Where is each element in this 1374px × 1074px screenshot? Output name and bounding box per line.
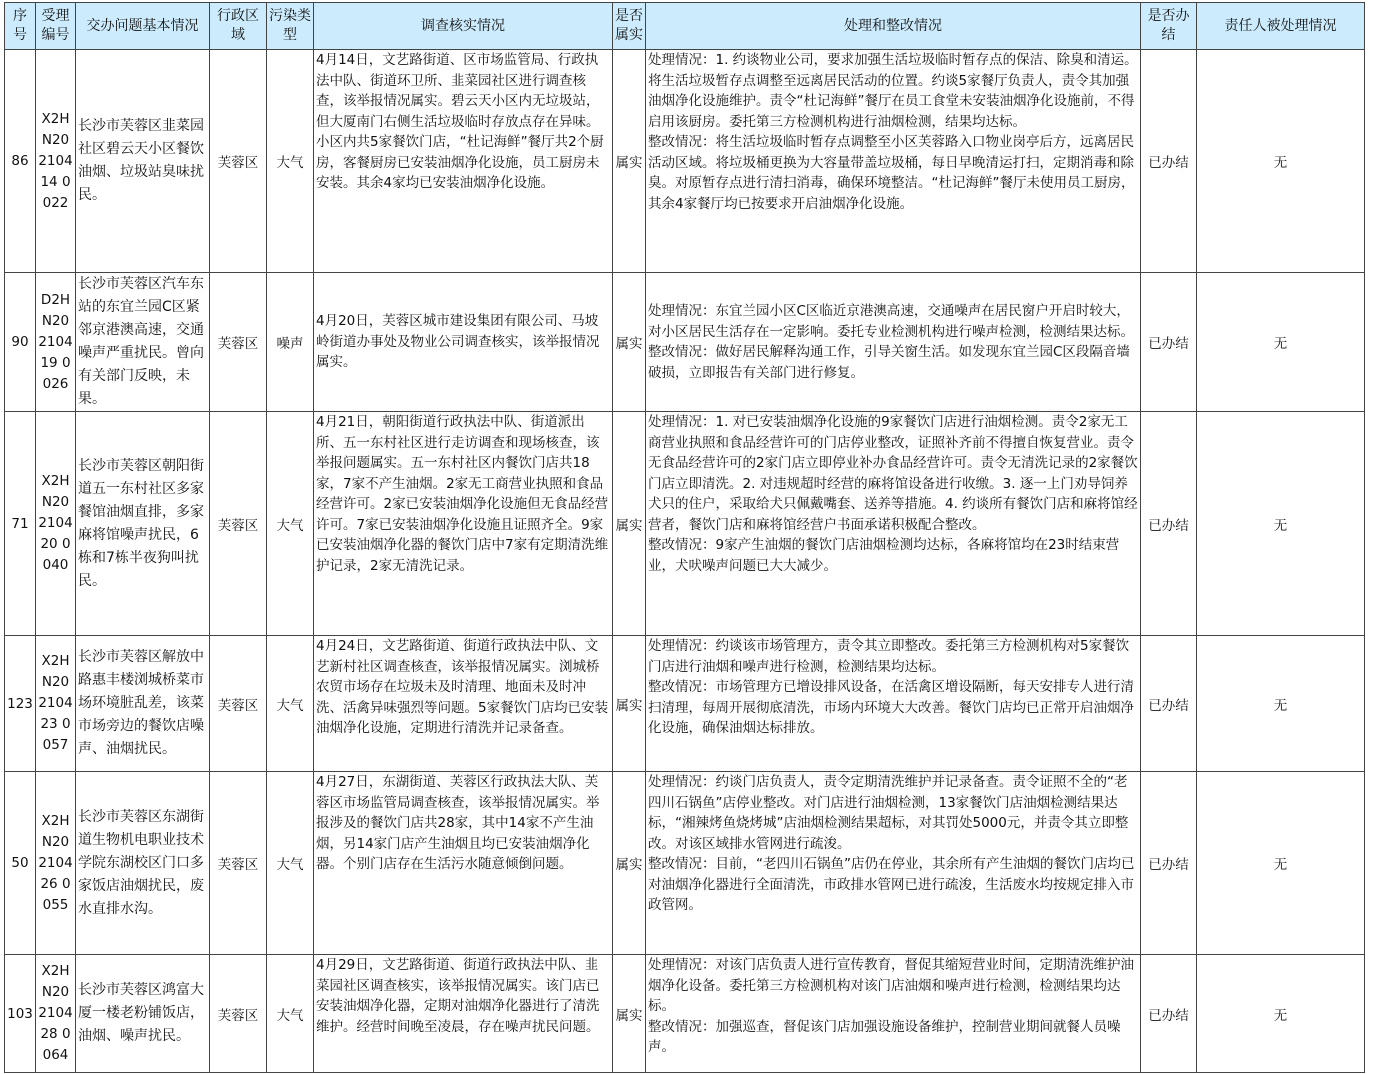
cell-investigation: 4月27日，东湖街道、芙蓉区行政执法大队、芙蓉区市场监管局调查核查，该举报情况属实。举报涉及的餐饮门店共28家，其中14家不产生油烟，另14家门店产生油烟且均已安装油烟净化器。个别门店存在生活污水随意倾倒问题。 — [314, 772, 613, 955]
header-verified: 是否属实 — [613, 3, 646, 50]
cell-problem: 长沙市芙蓉区东湖街道生物机电职业技术学院东湖校区门口多家饭店油烟扰民，废水直排水沟。 — [76, 772, 210, 955]
cell-investigation: 4月21日，朝阳街道行政执法中队、街道派出所、五一东村社区进行走访调查和现场核查，该举报问题属实。五一东村社区内餐饮门店共18家，7家不产生油烟。2家无工商营业执照和食品经营许可。2家已安装油烟净化设施但无食品经营许可。7家已安装油烟净化设施且证照齐全。9家已安装油烟净化器的餐饮门店中7家有定期清洗维护记录，2家无清洗记录。 — [314, 412, 613, 636]
header-accountability: 责任人被处理情况 — [1197, 3, 1365, 50]
handling-text: 处理情况：对该门店负责人进行宣传教育，督促其缩短营业时间，定期清洗维护油烟净化设备。委托第三方检测机构对该门店油烟和噪声进行检测，检测结果均达标。 — [648, 957, 1134, 1014]
table-row — [5, 636, 1365, 772]
cell-seq: 90 — [5, 273, 36, 412]
rectification-text: 整改情况：将生活垃圾临时暂存点调整至小区芙蓉路入口物业岗亭后方，远离居民活动区域。将垃圾桶更换为大容量带盖垃圾桶，每日早晚清运打扫，定期消毒和除臭。对原暂存点进行清扫消毒，确保环境整洁。“杜记海鲜”餐厅未使用员工厨房，其余4家餐厅均已按要求开启油烟净化设施。 — [648, 134, 1135, 212]
cell-id: X2HN20210428 0064 — [36, 955, 76, 1073]
cell-seq: 50 — [5, 772, 36, 955]
handling-text: 处理情况：约谈门店负责人，责令定期清洗维护并记录备查。责令证照不全的“老四川石锅鱼”店停业整改。对门店进行油烟检测，13家餐饮门店油烟检测结果达标，“湘辣烤鱼烧烤城”店油烟检测结果超标，对其罚处5000元，并责令其立即整改。对该区域排水管网进行疏浚。 — [648, 774, 1129, 852]
header-id: 受理编号 — [36, 3, 76, 50]
cell-accountability: 无 — [1197, 273, 1365, 412]
rectification-text: 整改情况：目前，“老四川石锅鱼”店仍在停业，其余所有产生油烟的餐饮门店均已对油烟净化器进行全面清洗，市政排水管网已进行疏浚，生活废水均按规定排入市政管网。 — [648, 856, 1135, 913]
cell-id: X2HN20210426 0055 — [36, 772, 76, 955]
header-type: 污染类型 — [267, 3, 314, 50]
cell-handling — [646, 412, 1141, 636]
cell-handling — [646, 636, 1141, 772]
cell-region: 芙蓉区 — [210, 273, 267, 412]
cell-type: 大气 — [267, 412, 314, 636]
cell-problem: 长沙市芙蓉区朝阳街道五一东村社区多家餐馆油烟直排，多家麻将馆噪声扰民，6栋和7栋半夜狗叫扰民。 — [76, 412, 210, 636]
cell-accountability: 无 — [1197, 772, 1365, 955]
header-investigation: 调查核实情况 — [314, 3, 613, 50]
cell-verified: 属实 — [613, 636, 646, 772]
cell-type: 大气 — [267, 636, 314, 772]
cell-accountability: 无 — [1197, 955, 1365, 1073]
rectification-text: 整改情况：9家产生油烟的餐饮门店油烟检测均达标，各麻将馆均在23时结束营业，犬吠噪声问题已大大减少。 — [648, 537, 1120, 574]
cell-region: 芙蓉区 — [210, 955, 267, 1073]
rectification-text: 整改情况：做好居民解释沟通工作，引导关窗生活。如发现东宜兰园C区段隔音墙破损，立即报告有关部门进行修复。 — [648, 344, 1130, 381]
cell-closed: 已办结 — [1141, 50, 1197, 273]
cell-problem: 长沙市芙蓉区解放中路惠丰楼浏城桥菜市场环境脏乱差，该菜市场旁边的餐饮店噪声、油烟扰民。 — [76, 636, 210, 772]
cell-investigation: 4月20日，芙蓉区城市建设集团有限公司、马坡岭街道办事处及物业公司调查核实，该举报情况属实。 — [314, 273, 613, 412]
cell-region: 芙蓉区 — [210, 772, 267, 955]
cell-accountability: 无 — [1197, 50, 1365, 273]
cell-investigation: 4月29日，文艺路街道、街道行政执法中队、韭菜园社区调查核实，该举报情况属实。该门店已安装油烟净化器，定期对油烟净化器进行了清洗维护。经营时间晚至凌晨，存在噪声扰民问题。 — [314, 955, 613, 1073]
cell-investigation: 4月24日，文艺路街道、街道行政执法中队、文艺新村社区调查核查，该举报情况属实。浏城桥农贸市场存在垃圾未及时清理、地面未及时冲洗、活禽异味强烈等问题。5家餐饮门店均已安装油烟净化设施，定期进行清洗并记录备查。 — [314, 636, 613, 772]
header-handling: 处理和整改情况 — [646, 3, 1141, 50]
cell-handling — [646, 955, 1141, 1073]
cell-seq: 86 — [5, 50, 36, 273]
cell-id: X2HN20210420 0040 — [36, 412, 76, 636]
cell-closed: 已办结 — [1141, 412, 1197, 636]
cell-region: 芙蓉区 — [210, 636, 267, 772]
cell-problem: 长沙市芙蓉区鸿富大厦一楼老粉铺饭店，油烟、噪声扰民。 — [76, 955, 210, 1073]
cell-verified: 属实 — [613, 955, 646, 1073]
header-problem: 交办问题基本情况 — [76, 3, 210, 50]
rectification-text: 整改情况：加强巡查，督促该门店加强设施设备维护，控制营业期间就餐人员噪声。 — [648, 1018, 1121, 1055]
header-closed: 是否办结 — [1141, 3, 1197, 50]
cell-region: 芙蓉区 — [210, 50, 267, 273]
cell-closed: 已办结 — [1141, 955, 1197, 1073]
cell-handling — [646, 273, 1141, 412]
table-row — [5, 412, 1365, 636]
cell-accountability: 无 — [1197, 636, 1365, 772]
cell-verified: 属实 — [613, 50, 646, 273]
handling-text: 处理情况：1. 约谈物业公司，要求加强生活垃圾临时暂存点的保洁、除臭和清运。将生活垃圾暂存点调整至远离居民活动的位置。约谈5家餐厅负责人，责令其加强油烟净化设施维护。责令“杜记海鲜”餐厅在员工食堂未安装油烟净化设施前，不得启用该厨房。委托第三方检测机构进行油烟检测，结果均达标。 — [648, 52, 1138, 130]
cell-investigation: 4月14日，文艺路街道、区市场监管局、行政执法中队、街道环卫所、韭菜园社区进行调查核查，该举报情况属实。碧云天小区内无垃圾站，但大厦南门右侧生活垃圾临时存放点存在异味。小区内共5家餐饮门店，“杜记海鲜”餐厅共2个厨房，客餐厨房已安装油烟净化设施，员工厨房未安装。其余4家均已安装油烟净化设施。 — [314, 50, 613, 273]
cell-closed: 已办结 — [1141, 636, 1197, 772]
table-row — [5, 955, 1365, 1073]
table-row — [5, 273, 1365, 412]
rectification-text: 整改情况：市场管理方已增设排风设备，在活禽区增设隔断，每天安排专人进行清扫清理，每周开展彻底清洗，市场内环境大大改善。餐饮门店均已正常开启油烟净化设施，确保油烟达标排放。 — [648, 679, 1134, 736]
cell-region: 芙蓉区 — [210, 412, 267, 636]
cell-problem: 长沙市芙蓉区韭菜园社区碧云天小区餐饮油烟、垃圾站臭味扰民。 — [76, 50, 210, 273]
complaints-table — [4, 2, 1365, 1073]
table-row — [5, 50, 1365, 273]
cell-verified: 属实 — [613, 273, 646, 412]
cell-id: D2HN20210419 0026 — [36, 273, 76, 412]
cell-seq: 71 — [5, 412, 36, 636]
cell-id: X2HN20210423 0057 — [36, 636, 76, 772]
table-row — [5, 772, 1365, 955]
cell-handling — [646, 772, 1141, 955]
handling-text: 处理情况：约谈该市场管理方，责令其立即整改。委托第三方检测机构对5家餐饮门店进行油烟和噪声进行检测，检测结果均达标。 — [648, 638, 1130, 675]
cell-handling — [646, 50, 1141, 273]
cell-type: 大气 — [267, 955, 314, 1073]
cell-verified: 属实 — [613, 772, 646, 955]
cell-closed: 已办结 — [1141, 273, 1197, 412]
cell-type: 大气 — [267, 50, 314, 273]
header-row — [5, 3, 1365, 50]
cell-seq: 103 — [5, 955, 36, 1073]
cell-type: 噪声 — [267, 273, 314, 412]
cell-id: X2HN20210414 0022 — [36, 50, 76, 273]
cell-accountability: 无 — [1197, 412, 1365, 636]
cell-closed: 已办结 — [1141, 772, 1197, 955]
cell-problem: 长沙市芙蓉区汽车东站的东宜兰园C区紧邻京港澳高速，交通噪声严重扰民。曾向有关部门反映，未果。 — [76, 273, 210, 412]
handling-text: 处理情况：1. 对已安装油烟净化设施的9家餐饮门店进行油烟检测。责令2家无工商营业执照和食品经营许可的门店停业整改，证照补齐前不得擅自恢复营业。责令无食品经营许可的2家门店立即停业补办食品经营许可。责令无清洗记录的2家餐饮门店立即清洗。2. 对违规超时经营的麻将馆设备进行收缴。3. 逐一上门劝导饲养犬只的住户，采取给犬只佩戴嘴套、送养等措施。4. 约谈所有餐饮门店和麻将馆经营者，餐饮门店和麻将馆经营户书面承诺积极配合整改。 — [648, 414, 1138, 533]
header-seq: 序号 — [5, 3, 36, 50]
cell-type: 大气 — [267, 772, 314, 955]
cell-seq: 123 — [5, 636, 36, 772]
cell-verified: 属实 — [613, 412, 646, 636]
handling-text: 处理情况：东宜兰园小区C区临近京港澳高速，交通噪声在居民窗户开启时较大，对小区居民生活存在一定影响。委托专业检测机构进行噪声检测，检测结果达标。 — [648, 303, 1134, 340]
header-region: 行政区域 — [210, 3, 267, 50]
